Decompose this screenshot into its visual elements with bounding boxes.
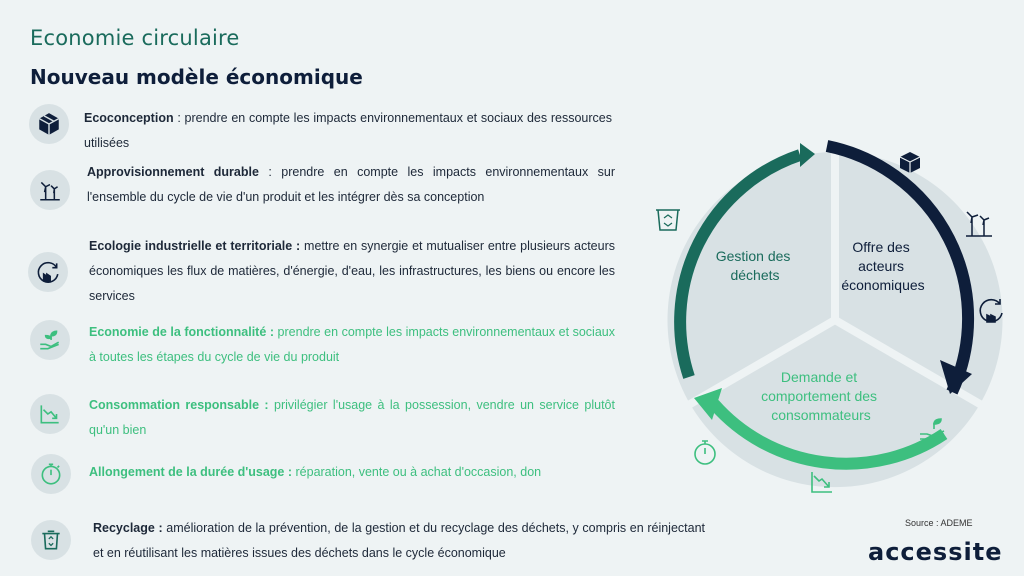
box-icon [29, 104, 69, 144]
item-desc: amélioration de la prévention, de la gestion et du recyclage des déchets, y compris en réinjectant et en réutilisant les matières issues des déchets dans le cycle économique [93, 521, 706, 560]
item-desc: prendre en compte les impacts environnementaux sur l'ensemble du cycle de vie d'un produit et les intégrer dès sa conception [87, 165, 615, 204]
orbit-stopwatch-icon [695, 441, 715, 464]
item-desc: mettre en synergie et mutualiser entre plusieurs acteurs économiques les flux de matières, d'énergie, d'eau, les infrastructures, les biens ou encore les services [89, 239, 615, 303]
item-recyclage [93, 516, 705, 566]
item-desc: prendre en compte les impacts environnementaux et sociaux des ressources utilisées [84, 111, 612, 150]
item-ecoconception: Ecoconception : prendre en compte les impacts environnementaux et sociaux des ressources utilisées [84, 111, 612, 150]
item-approvisionnement: Approvisionnement durable : prendre en compte les impacts environnementaux sur l'ensemble du cycle de vie d'un produit et les intégrer dès sa conception [87, 165, 615, 204]
item-ecologie-industrielle [89, 234, 615, 309]
wind-turbine-icon [30, 170, 70, 210]
item-term: Economie de la fonctionnalité : [89, 325, 274, 339]
item-desc: réparation, vente ou à achat d'occasion, don [295, 465, 542, 479]
accessite-logo: accessite [868, 538, 1003, 566]
stopwatch-icon [31, 454, 71, 494]
item-fonctionnalite [89, 320, 615, 370]
item-term: Recyclage : [93, 521, 163, 535]
item-term: Allongement de la durée d'usage : [89, 465, 293, 479]
item-term: Ecologie industrielle et territoriale : [89, 239, 301, 253]
label-gestion: Gestion des déchets [715, 248, 791, 283]
item-term: Ecoconception [84, 111, 174, 125]
label-demande: Demande et comportement des consommateurs [761, 369, 878, 423]
declining-chart-icon [30, 394, 70, 434]
source-label: Source : ADEME [905, 518, 973, 528]
label-offre: Offre des acteurs économiques [841, 239, 925, 293]
page-title: Economie circulaire [30, 26, 240, 50]
orbit-recycle-bin-icon [656, 210, 680, 230]
item-desc: privilégier l'usage à la possession, vendre un service plutôt qu'un bien [89, 398, 615, 437]
item-term: Consommation responsable : [89, 398, 269, 412]
recycle-bin-icon [31, 520, 71, 560]
hand-plant-icon [30, 320, 70, 360]
item-term: Approvisionnement durable [87, 165, 259, 179]
factory-cycle-icon [28, 252, 68, 292]
item-allongement [89, 460, 615, 485]
page-subtitle: Nouveau modèle économique [30, 65, 363, 89]
item-consommation [89, 393, 615, 443]
circular-economy-diagram [650, 140, 1020, 500]
item-desc: prendre en compte les impacts environnementaux et sociaux à toutes les étapes du cycle de vie du produit [89, 325, 615, 364]
